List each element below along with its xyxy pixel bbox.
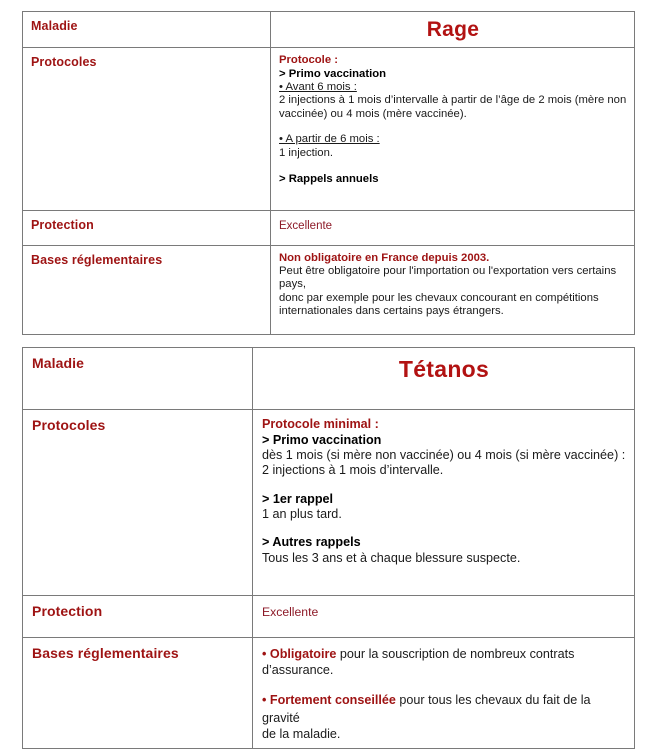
label-protocoles: Protocoles (32, 417, 106, 433)
row-header-maladie (23, 348, 253, 410)
table-row (23, 12, 635, 48)
label-bases-reglementaires: Bases réglementaires (32, 645, 179, 661)
protocoles-content (271, 48, 635, 211)
label-protocoles: Protocoles (31, 55, 97, 69)
row-header-protocoles (23, 48, 271, 211)
label-protection: Protection (32, 603, 103, 619)
table-row (23, 638, 635, 749)
bases-bullet-conseillee (262, 691, 626, 727)
spacer (279, 121, 627, 133)
bullet-avant-6-mois: • Avant 6 mois : (279, 81, 357, 93)
disease-title-cell (271, 12, 635, 48)
row-header-protocoles (23, 410, 253, 596)
bullet-obligatoire-strong: • Obligatoire (262, 647, 337, 661)
primo-vaccination-heading: > Primo vaccination (279, 68, 387, 80)
protection-value: Excellente (279, 220, 333, 232)
protocole-heading: Protocole : (279, 54, 338, 66)
protection-content (253, 596, 635, 638)
bullet-conseillee-line-2: de la maladie. (262, 727, 341, 742)
label-maladie: Maladie (32, 355, 85, 371)
row-header-protection (23, 596, 253, 638)
row-header-protection (23, 211, 271, 246)
vaccination-table-rage (22, 11, 635, 335)
table-row (23, 246, 635, 335)
row-header-maladie (23, 12, 271, 48)
bases-bullet-obligatoire (262, 645, 626, 663)
protection-value: Excellente (262, 605, 319, 619)
vaccination-table-tetanos (22, 347, 635, 749)
bases-reglementaires-content (253, 638, 635, 749)
table-row (23, 348, 635, 410)
bullet-obligatoire-line-2: d’assurance. (262, 663, 334, 677)
spacer (262, 522, 626, 535)
table-row (23, 410, 635, 596)
spacer (279, 160, 627, 172)
row-header-bases-reglementaires (23, 246, 271, 335)
label-maladie: Maladie (31, 19, 78, 33)
spacer (262, 678, 626, 691)
bullet-conseillee-rest: pour tous les chevaux du fait de la gravité (262, 693, 591, 726)
protection-content (271, 211, 635, 246)
bullet-a-partir-6-mois: • A partir de 6 mois : (279, 133, 380, 146)
spacer (262, 479, 626, 492)
premier-rappel-text: 1 an plus tard. (262, 507, 342, 522)
a-partir-6-mois-text: 1 injection. (279, 146, 334, 159)
bullet-obligatoire-rest: pour la souscription de nombreux contrats (336, 647, 575, 661)
label-protection: Protection (31, 218, 94, 232)
table-row (23, 48, 635, 211)
premier-rappel-heading: > 1er rappel (262, 491, 334, 506)
table-row (23, 211, 635, 246)
autres-rappels-text: Tous les 3 ans et à chaque blessure suspecte. (262, 550, 521, 565)
bases-text-line-1: Peut être obligatoire pour l'importation ou l'exportation vers certains pays, (279, 265, 617, 291)
bases-reglementaires-content (271, 246, 635, 335)
avant-6-mois-text-line-1: 2 injections à 1 mois d’intervalle à partir de l’âge de 2 mois (mère non (279, 94, 627, 107)
avant-6-mois-text-line-2: vaccinée) ou 4 mois (mère vaccinée). (279, 107, 467, 120)
primo-vaccination-heading: > Primo vaccination (262, 432, 382, 447)
protocole-minimal-heading: Protocole minimal : (262, 417, 379, 431)
disease-title-cell (253, 348, 635, 410)
bases-headline: Non obligatoire en France depuis 2003. (279, 252, 490, 264)
table-row (23, 596, 635, 638)
rappels-annuels-heading: > Rappels annuels (279, 173, 379, 186)
primo-vaccination-line-2: 2 injections à 1 mois d’intervalle. (262, 463, 444, 478)
autres-rappels-heading: > Autres rappels (262, 535, 361, 550)
label-bases-reglementaires: Bases réglementaires (31, 253, 163, 267)
bullet-conseillee-strong: • Fortement conseillée (262, 693, 396, 708)
page-title: Tétanos (398, 356, 490, 382)
row-header-bases-reglementaires (23, 638, 253, 749)
primo-vaccination-line-1: dès 1 mois (si mère non vaccinée) ou 4 mois (si mère vaccinée) : (262, 448, 626, 463)
protocoles-content (253, 410, 635, 596)
bases-text-line-3: internationales dans certains pays étrangers. (279, 305, 504, 318)
bases-text-line-2: donc par exemple pour les chevaux concourant en compétitions (279, 291, 599, 304)
page-title: Rage (426, 18, 480, 41)
